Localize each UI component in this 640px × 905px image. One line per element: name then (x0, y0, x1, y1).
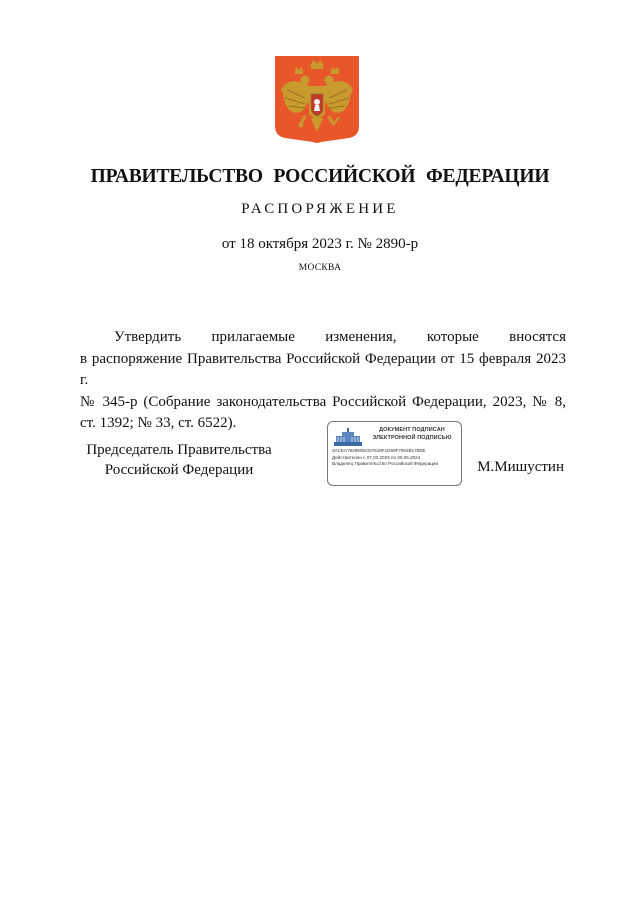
stamp-heading-line: ДОКУМЕНТ ПОДПИСАН (379, 427, 445, 433)
stamp-heading (366, 427, 458, 442)
stamp-validity: Действителен с 07.03.2023 по 30.05.2024 (332, 455, 421, 460)
stamp-certificate: 3ACEA7929605CD7818F1D59F7603B17B0E (332, 448, 426, 453)
document-date-number: от 18 октября 2023 г. № 2890-р (221, 236, 419, 252)
signer-title (74, 440, 284, 480)
government-title: ПРАВИТЕЛЬСТВО РОССИЙСКОЙ ФЕДЕРАЦИИ (90, 166, 550, 187)
stamp-owner: Владелец Правительство Российской Федерации (332, 461, 439, 466)
order-body (80, 327, 566, 435)
signer-title-line: Председатель Правительства (86, 442, 272, 458)
signer-title-line: Российской Федерации (104, 462, 254, 478)
body-line: в распоряжение Правительства Российской Федерации от 15 февраля 2023 г. (80, 350, 566, 388)
body-line: Утвердить прилагаемые изменения, которые вносятся (114, 329, 566, 345)
body-line: ст. 1392; № 33, ст. 6522). (80, 415, 237, 431)
government-building-icon (334, 428, 362, 446)
body-line: № 345-р (Собрание законодательства Российской Федерации, 2023, № 8, (80, 393, 566, 410)
electronic-signature-stamp (327, 421, 462, 486)
document-type: РАСПОРЯЖЕНИЕ (241, 201, 399, 217)
signer-name: М.Мишустин (477, 459, 564, 475)
document-city: МОСКВА (298, 263, 342, 273)
stamp-heading-line: ЭЛЕКТРОННОЙ ПОДПИСЬЮ (372, 434, 452, 441)
coat-of-arms-icon (275, 56, 359, 144)
